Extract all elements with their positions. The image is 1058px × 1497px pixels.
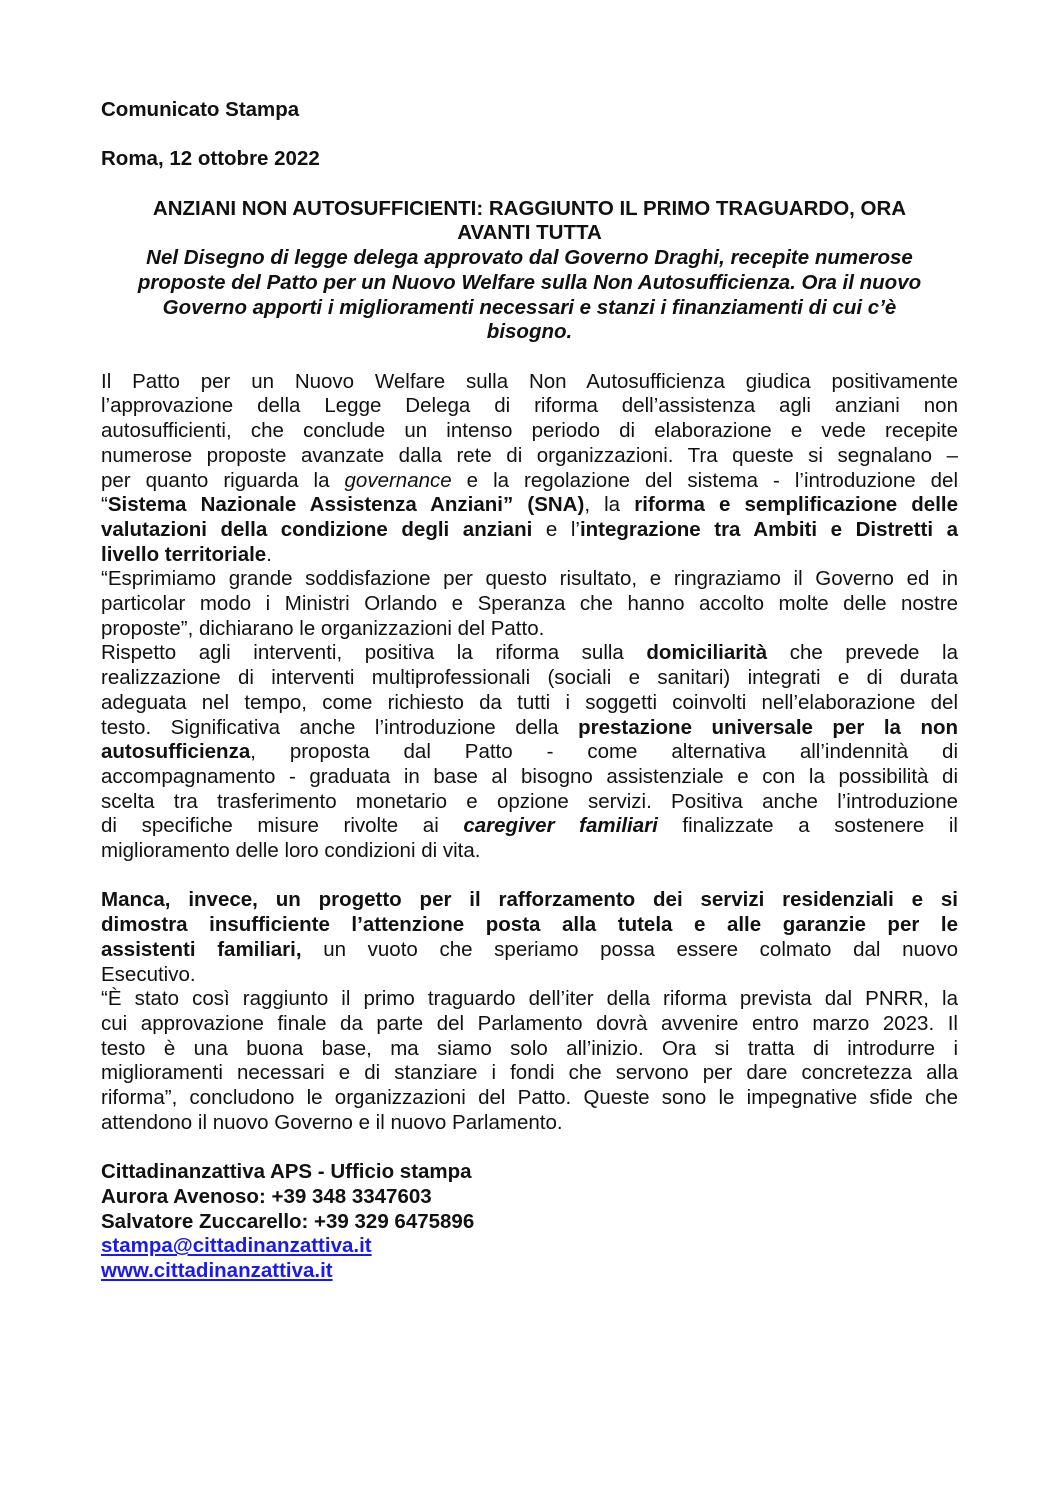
text-run: testo è una buona base, ma siamo solo all’inizio. Ora si tratta di introdurre i (101, 1036, 958, 1060)
emphasized-text: domiciliarità (646, 641, 768, 665)
text-line (101, 543, 958, 568)
emphasized-text: dimostra insufficiente l’attenzione posta alla tutela e alle garanzie per le (101, 913, 958, 937)
contact-person: Aurora Avenoso: +39 348 3347603 (101, 1184, 432, 1208)
text-run: attendono il nuovo Governo e il nuovo Parlamento. (101, 1110, 563, 1134)
text-run: adeguata nel tempo, come richiesto da tutti i soggetti coinvolti nell’elaborazione del (101, 690, 958, 714)
text-line (101, 1037, 958, 1062)
emphasized-text: prestazione universale per la non (578, 715, 959, 739)
subtitle-line: proposte del Patto per un Nuovo Welfare sulla Non Autosufficienza. Ora il nuovo (137, 270, 922, 294)
text-line (101, 987, 958, 1012)
email-link[interactable]: stampa@cittadinanzattiva.it (101, 1234, 372, 1258)
text-run: un vuoto che speriamo possa essere colmato dal nuovo (301, 937, 958, 961)
text-line (101, 567, 958, 592)
text-line (101, 592, 958, 617)
emphasized-text: riforma e semplificazione delle (634, 493, 958, 517)
text-line (101, 691, 958, 716)
text-line (101, 740, 958, 765)
text-line (101, 716, 958, 741)
emphasized-text: caregiver familiari (463, 814, 658, 838)
text-run: Il Patto per un Nuovo Welfare sulla Non Autosufficienza giudica positivamente (101, 369, 958, 393)
text-run: e l’ (532, 517, 580, 541)
text-line (101, 765, 958, 790)
paragraph-interventions (101, 641, 958, 863)
text-run: e la regolazione del sistema - l’introduzione del (451, 468, 958, 492)
document-date: Roma, 12 ottobre 2022 (101, 147, 320, 171)
text-line (101, 963, 958, 988)
text-line (101, 839, 958, 864)
text-run: Esecutivo. (101, 962, 196, 986)
text-line (101, 518, 958, 543)
text-line (101, 888, 958, 913)
text-run: cui approvazione finale da parte del Parlamento dovrà avvenire entro marzo 2023. Il (101, 1011, 958, 1035)
emphasized-text: valutazioni della condizione degli anziani (101, 517, 533, 541)
text-run: miglioramento delle loro condizioni di vita. (101, 839, 481, 863)
text-run: testo. Significativa anche l’introduzione della (101, 715, 579, 739)
emphasized-text: integrazione tra Ambiti e Distretti a (579, 517, 958, 541)
document-label: Comunicato Stampa (101, 98, 300, 121)
emphasized-text: Sistema Nazionale Assistenza Anziani” (SNA) (107, 493, 585, 517)
subtitle-line: Nel Disegno di legge delega approvato dal Governo Draghi, recepite numerose (146, 246, 913, 270)
text-line (101, 938, 958, 963)
text-line (101, 666, 958, 691)
text-run: di specifiche misure rivolte ai (101, 814, 464, 838)
text-run: per quanto riguarda la (101, 468, 345, 492)
text-line (101, 1012, 958, 1037)
text-run: autosufficienti, che conclude un intenso periodo di elaborazione e vede recepite (101, 419, 958, 443)
text-line (101, 641, 958, 666)
website-link[interactable]: www.cittadinanzattiva.it (101, 1258, 333, 1282)
text-line (101, 444, 958, 469)
text-line (101, 370, 958, 395)
headline-line: ANZIANI NON AUTOSUFFICIENTI: RAGGIUNTO IL PRIMO TRAGUARDO, ORA (152, 196, 907, 220)
contacts-org: Cittadinanzattiva APS - Ufficio stampa (101, 1160, 472, 1184)
paragraph-missing (101, 888, 958, 987)
emphasized-text: livello territoriale (101, 542, 267, 566)
text-run: riforma”, concludono le organizzazioni del Patto. Queste sono le impegnative sfide che (101, 1086, 958, 1110)
text-run: numerose proposte avanzate dalla rete di organizzazioni. Tra queste si segnalano – (101, 443, 958, 467)
text-run: realizzazione di interventi multiprofessionali (sociali e sanitari) integrati e di durata (101, 666, 958, 690)
subtitle-line: bisogno. (486, 320, 573, 344)
text-run: miglioramenti necessari e di stanziare i fondi che servono per dare concretezza alla (101, 1061, 958, 1085)
paragraph-intro (101, 370, 958, 568)
text-line (101, 469, 958, 494)
text-run: “ (101, 493, 108, 517)
paragraph-conclusion (101, 987, 958, 1135)
text-run: “È stato così raggiunto il primo traguardo dell’iter della riforma prevista dal PNRR, la (101, 987, 958, 1011)
text-line (101, 394, 958, 419)
text-run: scelta tra trasferimento monetario e opzione servizi. Positiva anche l’introduzione (101, 789, 958, 813)
subtitle (101, 246, 958, 345)
text-run: particolar modo i Ministri Orlando e Speranza che hanno accolto molte delle nostre (101, 592, 958, 616)
press-release-page (101, 98, 958, 1284)
text-run: finalizzate a sostenere il (657, 814, 958, 838)
text-run: proposte”, dichiarano le organizzazioni del Patto. (101, 616, 545, 640)
headline (101, 197, 958, 246)
text-run: “Esprimiamo grande soddisfazione per questo risultato, e ringraziamo il Governo ed in (101, 567, 958, 591)
text-line (101, 1086, 958, 1111)
text-run: , la (584, 493, 635, 517)
emphasized-text: Manca, invece, un progetto per il rafforzamento dei servizi residenziali e si (101, 888, 958, 912)
text-line (101, 913, 958, 938)
text-line (101, 1111, 958, 1136)
text-line (101, 493, 958, 518)
text-run: . (266, 542, 272, 566)
contact-person: Salvatore Zuccarello: +39 329 6475896 (101, 1209, 475, 1233)
text-run: che prevede la (767, 641, 958, 665)
text-run: , proposta dal Patto - come alternativa all’indennità di (250, 740, 958, 764)
subtitle-line: Governo apporti i miglioramenti necessari e stanzi i finanziamenti di cui c’è (162, 295, 897, 319)
text-line (101, 1061, 958, 1086)
contacts-block (101, 1160, 958, 1284)
emphasized-text: autosufficienza (101, 740, 251, 764)
text-run: accompagnamento - graduata in base al bisogno assistenziale e con la possibilità di (101, 764, 958, 788)
text-line (101, 419, 958, 444)
headline-line: AVANTI TUTTA (457, 221, 602, 245)
paragraph-quote (101, 567, 958, 641)
text-run: Rispetto agli interventi, positiva la riforma sulla (101, 641, 647, 665)
text-run: l’approvazione della Legge Delega di riforma dell’assistenza agli anziani non (101, 394, 958, 418)
text-line (101, 814, 958, 839)
emphasized-text: governance (344, 468, 452, 492)
text-line (101, 617, 958, 642)
emphasized-text: assistenti familiari, (101, 937, 302, 961)
text-line (101, 790, 958, 815)
